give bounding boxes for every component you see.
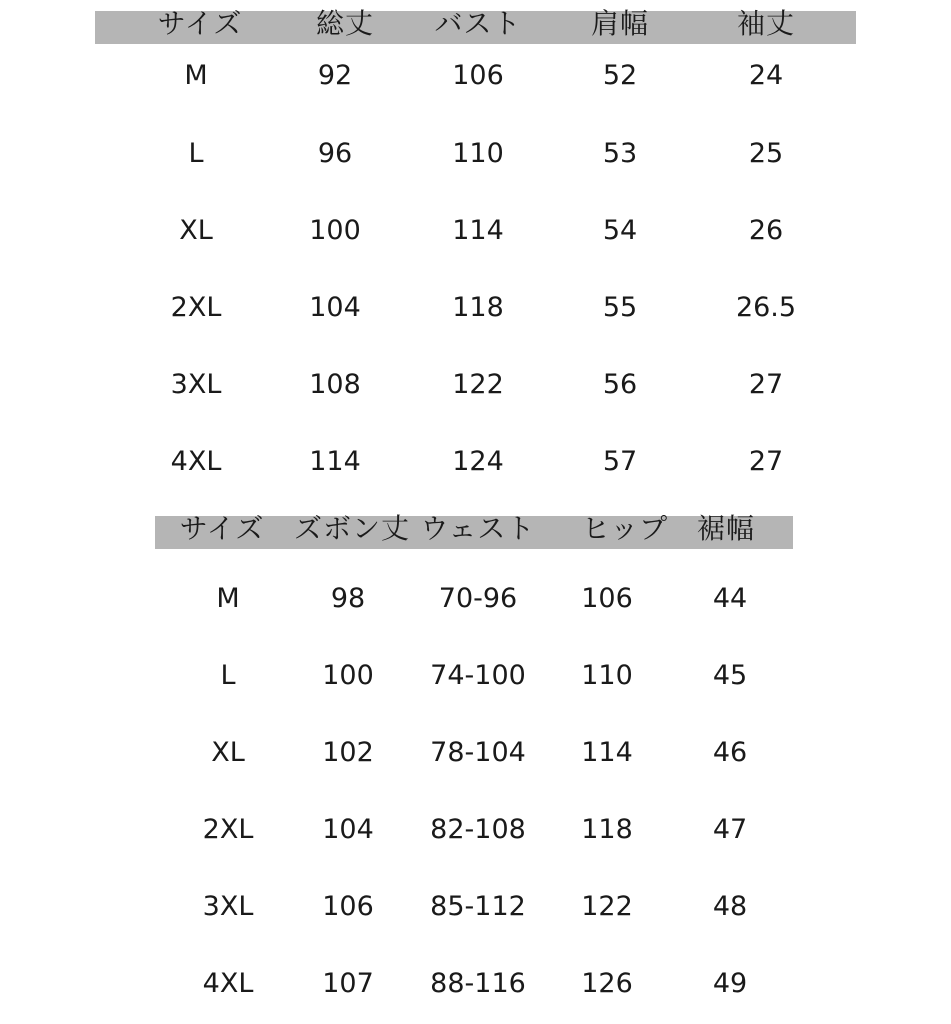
top-table-data-cell: 100 bbox=[309, 215, 361, 246]
bottom-table-data-cell: 2XL bbox=[202, 814, 254, 845]
top-table-data-cell: 118 bbox=[452, 292, 504, 323]
bottom-table-data-cell: 126 bbox=[581, 968, 633, 999]
top-table-data-cell: 124 bbox=[452, 446, 504, 477]
top-table-header-cell: サイズ bbox=[157, 7, 243, 40]
bottom-table-data-cell: 85-112 bbox=[430, 891, 526, 922]
bottom-table-data-cell: 70-96 bbox=[438, 583, 518, 614]
top-table-data-cell: 57 bbox=[602, 446, 638, 477]
bottom-table-header-cell: ヒップ bbox=[581, 512, 669, 545]
top-table-data-cell: 4XL bbox=[170, 446, 222, 477]
bottom-table-data-cell: 49 bbox=[712, 968, 748, 999]
bottom-table-data-cell: L bbox=[220, 660, 236, 691]
bottom-table-header-cell: ズボン丈 bbox=[293, 512, 411, 545]
bottom-table-data-cell: 114 bbox=[581, 737, 633, 768]
bottom-table-data-cell: XL bbox=[211, 737, 245, 768]
bottom-table-data-cell: 106 bbox=[322, 891, 374, 922]
bottom-table-data-cell: 104 bbox=[322, 814, 374, 845]
top-table-data-cell: 114 bbox=[309, 446, 361, 477]
bottom-table-data-cell: 48 bbox=[712, 891, 748, 922]
bottom-table-data-cell: 78-104 bbox=[430, 737, 526, 768]
bottom-table-data-cell: 122 bbox=[581, 891, 633, 922]
top-table-header-cell: 肩幅 bbox=[590, 7, 650, 40]
top-table-data-cell: 26 bbox=[748, 215, 784, 246]
top-table-data-cell: 3XL bbox=[170, 369, 222, 400]
bottom-table-data-cell: 47 bbox=[712, 814, 748, 845]
bottom-table-data-cell: 46 bbox=[712, 737, 748, 768]
bottom-table-data-cell: 102 bbox=[322, 737, 374, 768]
bottom-table-data-cell: 82-108 bbox=[430, 814, 526, 845]
top-table-data-cell: 104 bbox=[309, 292, 361, 323]
bottom-table-data-cell: 107 bbox=[322, 968, 374, 999]
bottom-table-data-cell: 45 bbox=[712, 660, 748, 691]
bottom-table-data-cell: 4XL bbox=[202, 968, 254, 999]
top-table-data-cell: 53 bbox=[602, 138, 638, 169]
top-table-data-cell: 25 bbox=[748, 138, 784, 169]
bottom-table-data-cell: 44 bbox=[712, 583, 748, 614]
top-table-data-cell: 26.5 bbox=[735, 292, 797, 323]
top-table-header-cell: 総丈 bbox=[315, 7, 375, 40]
top-table-data-cell: L bbox=[188, 138, 204, 169]
top-table-data-cell: 92 bbox=[317, 60, 353, 91]
top-table-data-cell: 122 bbox=[452, 369, 504, 400]
top-table-data-cell: 96 bbox=[317, 138, 353, 169]
top-table-data-cell: 52 bbox=[602, 60, 638, 91]
top-table-data-cell: 27 bbox=[748, 369, 784, 400]
top-table-data-cell: M bbox=[184, 60, 208, 91]
bottom-table-data-cell: 98 bbox=[330, 583, 366, 614]
top-table-data-cell: 54 bbox=[602, 215, 638, 246]
bottom-table-header-cell: ウェスト bbox=[420, 512, 536, 545]
top-table-data-cell: 110 bbox=[452, 138, 504, 169]
top-table-data-cell: 106 bbox=[452, 60, 504, 91]
top-table-data-cell: 114 bbox=[452, 215, 504, 246]
bottom-table-header-cell: 裾幅 bbox=[696, 512, 756, 545]
bottom-table-data-cell: 3XL bbox=[202, 891, 254, 922]
bottom-table-data-cell: 106 bbox=[581, 583, 633, 614]
bottom-table-data-cell: 74-100 bbox=[430, 660, 526, 691]
top-table-data-cell: 55 bbox=[602, 292, 638, 323]
top-table-data-cell: 108 bbox=[309, 369, 361, 400]
top-table-data-cell: 2XL bbox=[170, 292, 222, 323]
top-table-header-cell: 袖丈 bbox=[736, 7, 796, 40]
top-table-header-cell: バスト bbox=[434, 7, 522, 40]
top-table-data-cell: 27 bbox=[748, 446, 784, 477]
top-table-data-cell: 56 bbox=[602, 369, 638, 400]
top-table-data-cell: 24 bbox=[748, 60, 784, 91]
bottom-table-header-cell: サイズ bbox=[179, 512, 265, 545]
bottom-table-data-cell: 118 bbox=[581, 814, 633, 845]
bottom-table-data-cell: 100 bbox=[322, 660, 374, 691]
top-table-data-cell: XL bbox=[179, 215, 213, 246]
bottom-table-data-cell: M bbox=[216, 583, 240, 614]
bottom-table-data-cell: 88-116 bbox=[430, 968, 526, 999]
bottom-table-data-cell: 110 bbox=[581, 660, 633, 691]
